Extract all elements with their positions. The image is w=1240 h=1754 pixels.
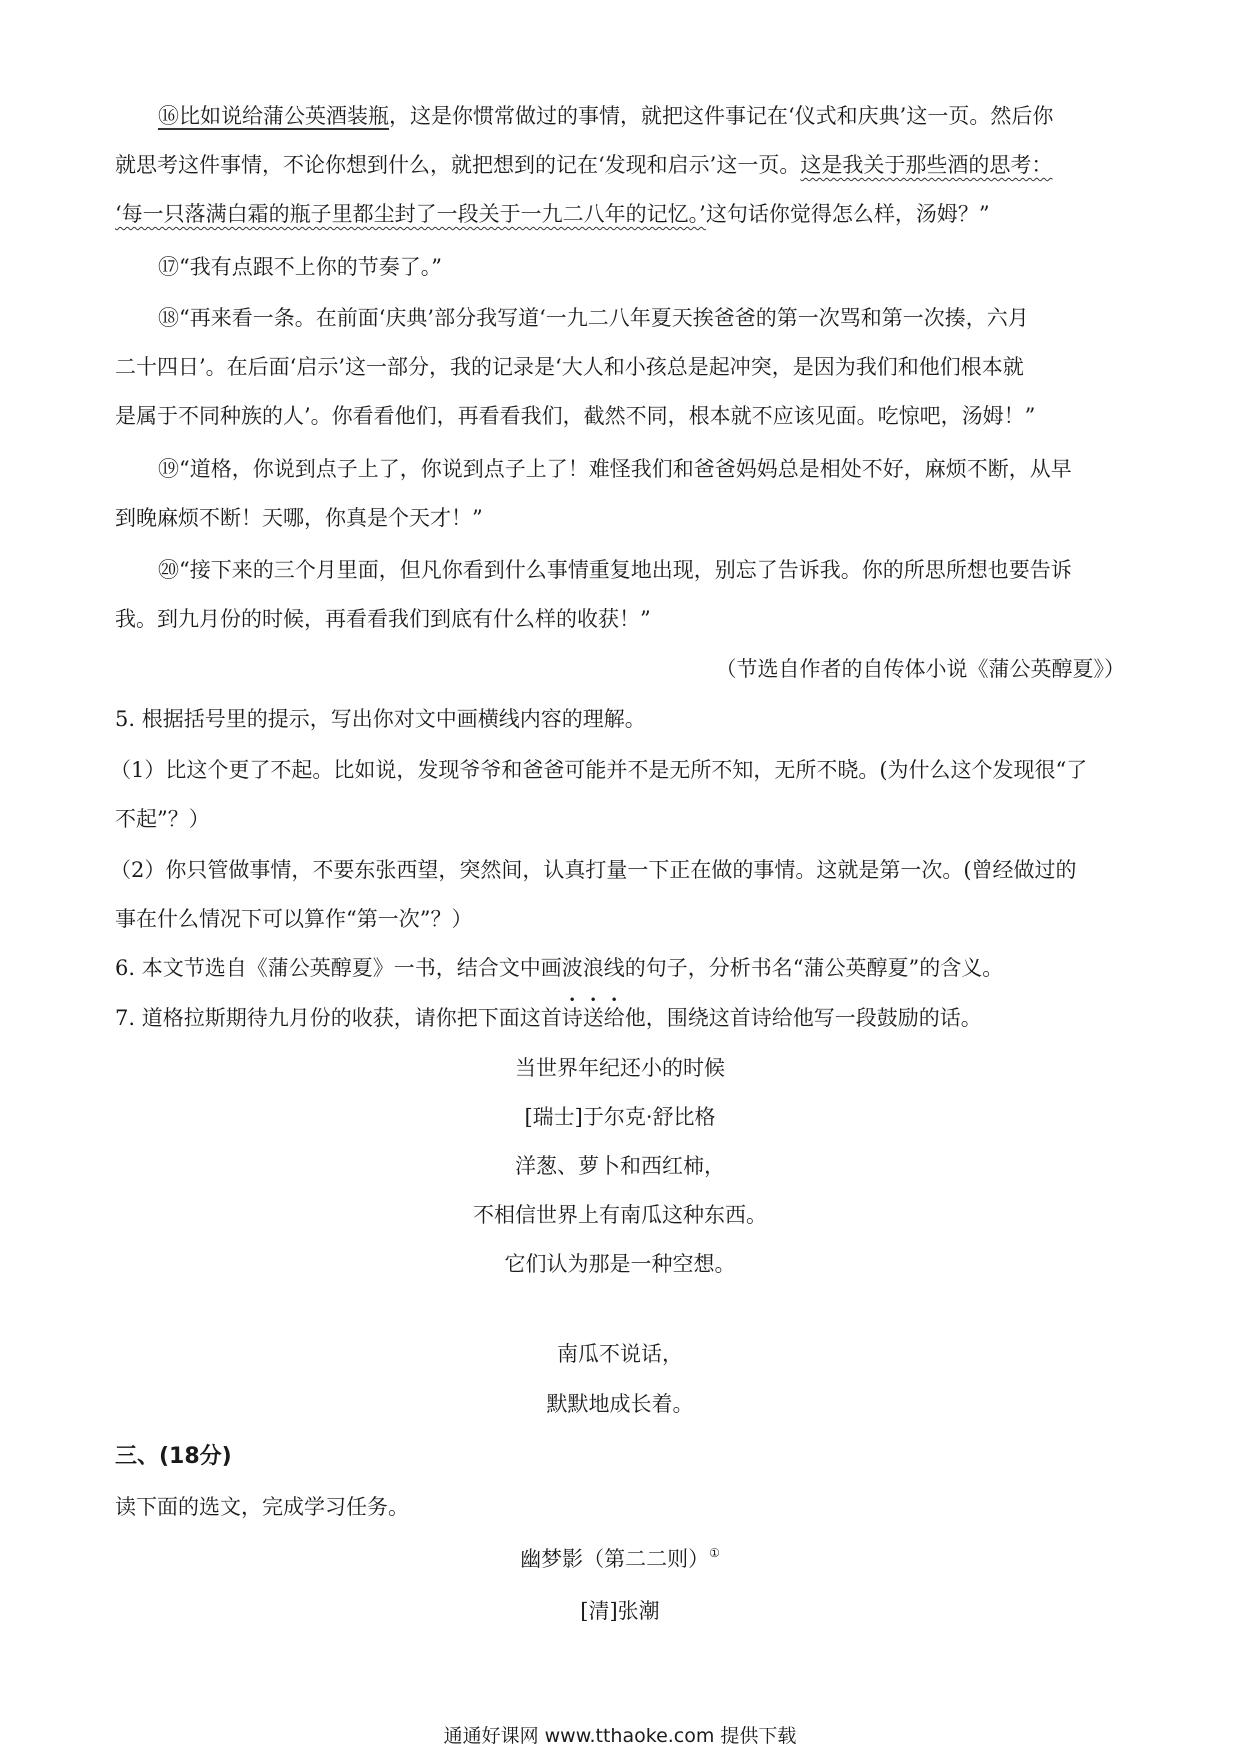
paragraph-20-line-2: 我。到九月份的时候，再看看我们到底有什么样的收获！”: [115, 607, 651, 631]
paragraph-18-line-2: 二十四日’。在后面‘启示’这一部分，我的记录是‘大人和小孩总是起冲突，是因为我们和他们根本就: [115, 355, 1024, 379]
poem-author: [瑞士]于尔克·舒比格: [524, 1105, 716, 1129]
poem-line-4: 南瓜不说话，: [557, 1342, 683, 1366]
source-citation: （节选自作者的自传体小说《蒲公英醇夏》）: [715, 657, 1125, 681]
paragraph-20-line-1: ⑳“接下来的三个月里面，但凡你看到什么事情重复地出现，别忘了告诉我。你的所思所想也要告诉: [158, 558, 1072, 582]
wavy-underlined-sentence: 这是我关于那些酒的思考：: [800, 153, 1053, 177]
paragraph-16-line-1: [158, 92, 1053, 140]
wavy-underlined-quote: ‘每一只落满白霜的瓶子里都尘封了一段关于一九二八年的记忆。’: [115, 202, 706, 226]
poem-line-5: 默默地成长着。: [546, 1392, 694, 1416]
footer-watermark: 通通好课网 www.tthaoke.com 提供下载: [443, 1725, 797, 1747]
section-3-instruction: 读下面的选文，完成学习任务。: [115, 1495, 409, 1519]
emphasis-dotted-word: 波浪线: [561, 956, 625, 980]
question-5-2-line-1: （2）你只管做事情，不要东张西望，突然间，认真打量一下正在做的事情。这就是第一次。(曾经做过的: [110, 858, 1077, 882]
poem-title: 当世界年纪还小的时候: [515, 1056, 725, 1080]
poem-line-2: 不相信世界上有南瓜这种东西。: [473, 1203, 767, 1227]
question-5: 5. 根据括号里的提示，写出你对文中画横线内容的理解。: [115, 707, 646, 731]
question-7: 7. 道格拉斯期待九月份的收获，请你把下面这首诗送给他，围绕这首诗给他写一段鼓励的话。: [115, 1006, 982, 1030]
q6-post: 的句子，分析书名“蒲公英醇夏”的含义。: [624, 956, 1004, 980]
question-6: [115, 944, 1003, 992]
paragraph-19-line-2: 到晚麻烦不断！天哪，你真是个天才！”: [115, 506, 483, 530]
question-5-2-line-2: 事在什么情况下可以算作“第一次”？）: [115, 907, 473, 931]
paragraph-16-line-3: [115, 190, 990, 238]
question-5-1-line-2: 不起”？）: [115, 807, 210, 831]
paragraph-19-line-1: ⑲“道格，你说到点子上了，你说到点子上了！难怪我们和爸爸妈妈总是相处不好，麻烦不断，从早: [158, 457, 1072, 481]
p16-line1-rest: ，这是你惯常做过的事情，就把这件事记在‘仪式和庆典’这一页。然后你: [389, 104, 1054, 128]
paragraph-17: ⑰“我有点跟不上你的节奏了。”: [158, 255, 442, 279]
paragraph-16-line-2: [115, 141, 1052, 189]
p16-line3-plain: 这句话你觉得怎么样，汤姆？”: [705, 202, 990, 226]
section-3-heading: 三、(18分): [115, 1444, 232, 1469]
footnote-marker: ①: [709, 1546, 720, 1560]
underlined-phrase: ⑯比如说给蒲公英酒装瓶: [158, 104, 389, 128]
q6-pre: 6. 本文节选自《蒲公英醇夏》一书，结合文中画: [115, 956, 562, 980]
classical-text-title: [0, 1535, 1240, 1583]
poem-line-3: 它们认为那是一种空想。: [504, 1252, 736, 1276]
classical-text-author: [清]张潮: [580, 1599, 660, 1623]
question-5-1-line-1: （1）比这个更了不起。比如说，发现爷爷和爸爸可能并不是无所不知，无所不晓。(为什么这个发现很“了: [110, 758, 1088, 782]
p16-line2-plain: 就思考这件事情，不论你想到什么，就把想到的记在‘发现和启示’这一页。: [115, 153, 801, 177]
paragraph-18-line-1: ⑱“再来看一条。在前面‘庆典’部分我写道‘一九二八年夏天挨爸爸的第一次骂和第一次揍，六月: [158, 306, 1029, 330]
text-title: 幽梦影（第二二则）: [520, 1547, 710, 1571]
paragraph-18-line-3: 是属于不同种族的人’。你看看他们，再看看我们，截然不同，根本就不应该见面。吃惊吧，汤姆！”: [115, 404, 1036, 428]
poem-line-1: 洋葱、萝卜和西红柿，: [515, 1154, 725, 1178]
